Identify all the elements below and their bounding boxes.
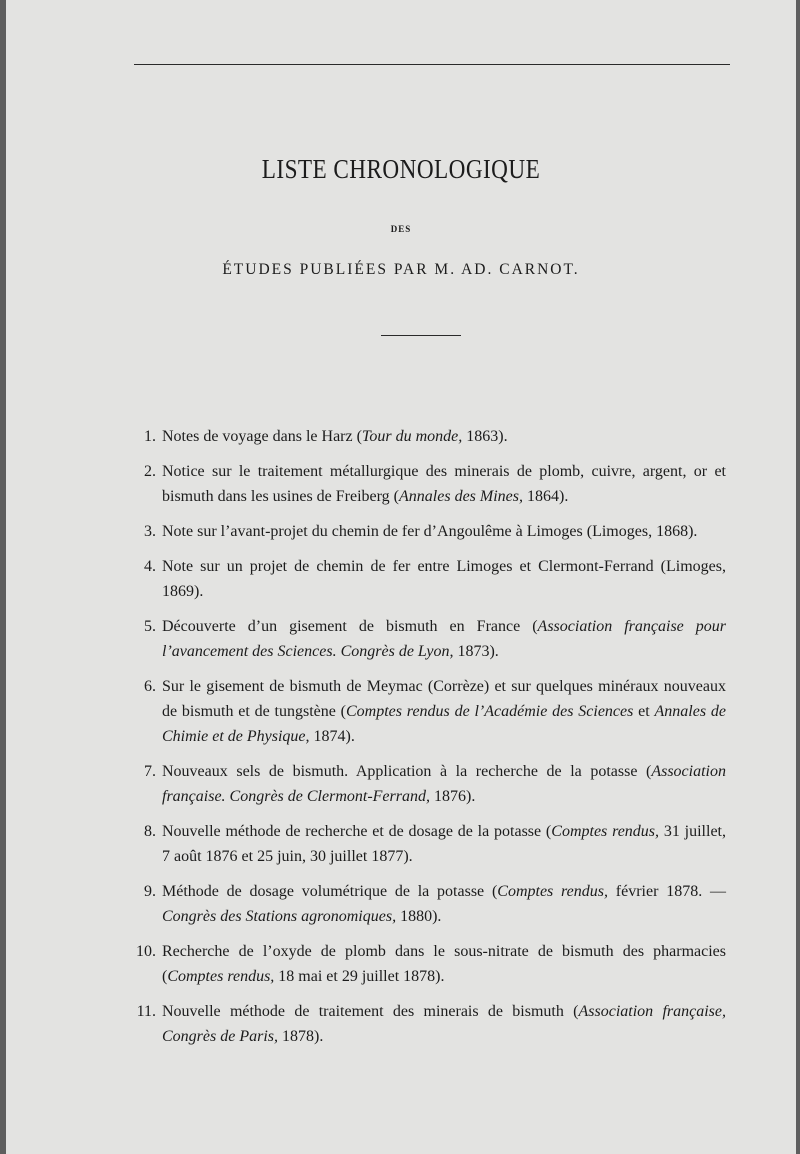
entry-citation: Congrès des Stations agronomiques, (162, 908, 397, 925)
publication-list (126, 424, 726, 1059)
entry-number: 9. (144, 883, 156, 900)
entry-number: 6. (144, 678, 156, 695)
publication-entry (126, 554, 726, 604)
entry-number: 3. (144, 523, 156, 540)
entry-number: 10. (136, 943, 156, 960)
entry-text (162, 618, 726, 660)
entry-segment: Notes de voyage dans le Harz ( (162, 428, 362, 445)
entry-segment: 1864). (523, 488, 569, 505)
entry-segment: Sur le gisement de bismuth de Meymac (Corrèze) et sur quelques minéraux nouveaux de bismuth et de tungstène ( (162, 678, 726, 720)
publication-entry (126, 614, 726, 664)
title-connector: DES (390, 224, 412, 234)
entry-text (162, 558, 726, 600)
entry-text (162, 428, 508, 445)
entry-segment: Découverte d’un gisement de bismuth en France ( (162, 618, 538, 635)
entry-citation: Association française. Congrès de Clermont-Ferrand, (162, 763, 726, 805)
page-subtitle: ÉTUDES PUBLIÉES PAR M. AD. CARNOT. (222, 261, 580, 278)
publication-entry (126, 759, 726, 809)
book-page (6, 0, 796, 1154)
entry-text (162, 463, 726, 505)
entry-segment: 1876). (429, 788, 476, 805)
publication-entry (126, 999, 726, 1049)
entry-segment: Recherche de l’oxyde de plomb dans le sous-nitrate de bismuth des pharmacies ( (162, 943, 726, 985)
entry-segment: Note sur l’avant-projet du chemin de fer d’Angoulême à Limoges (Limoges, 1868). (162, 523, 698, 540)
entry-number: 11. (136, 1003, 156, 1020)
entry-citation: Comptes rendus, (497, 883, 609, 900)
entry-number: 8. (144, 823, 156, 840)
top-rule (134, 64, 730, 65)
publication-entry (126, 939, 726, 989)
entry-segment: 1863). (462, 428, 508, 445)
publication-entry (126, 674, 726, 749)
entry-number: 4. (144, 558, 156, 575)
entry-segment: 1873). (453, 643, 499, 660)
entry-segment: 1878). (278, 1028, 324, 1045)
entry-segment: 31 juillet, 7 août 1876 et 25 juin, 30 juillet 1877). (162, 823, 726, 865)
entry-number: 7. (144, 763, 156, 780)
entry-text (162, 678, 726, 745)
entry-segment: Nouveaux sels de bismuth. Application à la recherche de la potasse ( (162, 763, 652, 780)
entry-number: 1. (144, 428, 156, 445)
entry-segment: février 1878. — (608, 883, 726, 900)
entry-segment: Note sur un projet de chemin de fer entre Limoges et Clermont-Ferrand (Limoges, 1869). (162, 558, 726, 600)
entry-segment: et (633, 703, 655, 720)
entry-segment: Nouvelle méthode de traitement des minerais de bismuth ( (162, 1003, 579, 1020)
entry-number: 5. (144, 618, 156, 635)
entry-text (162, 523, 697, 540)
entry-segment: Méthode de dosage volumétrique de la potasse ( (162, 883, 498, 900)
entry-segment: Notice sur le traitement métallurgique des minerais de plomb, cuivre, argent, or et bismuth dans les usines de Freiberg ( (162, 463, 726, 505)
entry-citation: Comptes rendus, (167, 968, 275, 985)
entry-segment: 1880). (396, 908, 442, 925)
publication-entry (126, 459, 726, 509)
page-title: LISTE CHRONOLOGIQUE (261, 154, 541, 184)
publication-entry (126, 879, 726, 929)
publication-entry (126, 519, 726, 544)
entry-number: 2. (144, 463, 156, 480)
entry-segment: Nouvelle méthode de recherche et de dosage de la potasse ( (162, 823, 552, 840)
divider-rule (381, 335, 461, 336)
entry-text (162, 823, 726, 865)
entry-citation: Annales de Chimie et de Physique, (162, 703, 726, 745)
entry-segment: 18 mai et 29 juillet 1878). (274, 968, 445, 985)
publication-entry (126, 819, 726, 869)
entry-citation: Comptes rendus, (551, 823, 660, 840)
entry-citation: Association française pour l’avancement des Sciences. Congrès de Lyon, (162, 618, 727, 660)
entry-citation: Tour du monde, (361, 428, 463, 445)
entry-text (162, 1003, 726, 1045)
publication-entry (126, 424, 726, 449)
entry-citation: Association française, Congrès de Paris, (162, 1003, 726, 1045)
entry-segment: 1874). (309, 728, 355, 745)
entry-citation: Annales des Mines, (399, 488, 523, 505)
entry-citation: Comptes rendus de l’Académie des Sciences (346, 703, 634, 720)
entry-text (162, 943, 726, 985)
entry-text (162, 763, 726, 805)
entry-text (162, 883, 726, 925)
